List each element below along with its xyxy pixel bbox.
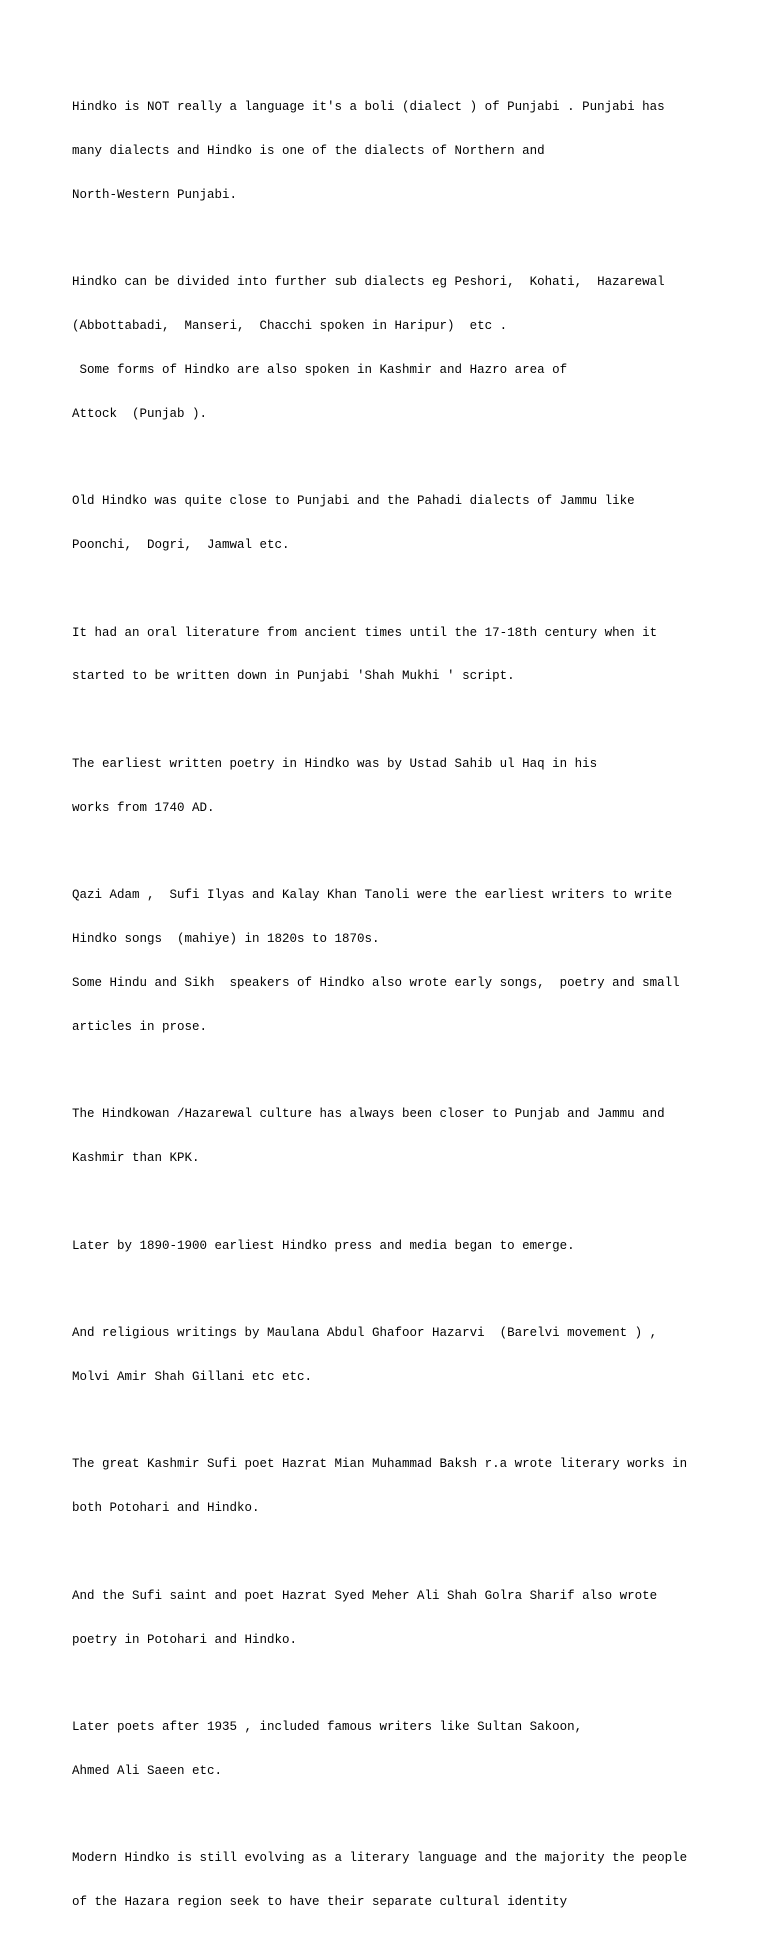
paragraph-hindko-dialect <box>72 71 752 232</box>
paragraph-golra-sharif <box>72 1560 752 1677</box>
paragraph-religious-writings <box>72 1297 752 1414</box>
paragraph-sub-dialects <box>72 246 752 450</box>
paragraph-earliest-writers <box>72 859 752 1063</box>
text-line: The Hindkowan /Hazarewal culture has always been closer to Punjab and Jammu and <box>72 1107 665 1122</box>
text-line: Some forms of Hindko are also spoken in Kashmir and Hazro area of <box>72 362 568 377</box>
text-line: of the Hazara region seek to have their separate cultural identity <box>72 1895 568 1910</box>
paragraph-modern-hindko <box>72 1822 752 1939</box>
text-line: Molvi Amir Shah Gillani etc etc. <box>72 1369 313 1384</box>
text-line: Hindko is NOT really a language it's a boli (dialect ) of Punjabi . Punjabi has <box>72 100 665 115</box>
text-line: Poonchi, Dogri, Jamwal etc. <box>72 538 290 552</box>
paragraph-kashmir-sufi-poet <box>72 1428 752 1545</box>
text-line: The great Kashmir Sufi poet Hazrat Mian Muhammad Baksh r.a wrote literary works in <box>72 1457 688 1472</box>
paragraph-culture <box>72 1078 752 1195</box>
text-line: Hindko can be divided into further sub dialects eg Peshori, Kohati, Hazarewal <box>72 275 665 290</box>
text-line: poetry in Potohari and Hindko. <box>72 1632 298 1647</box>
text-line: Hindko songs (mahiye) in 1820s to 1870s. <box>72 932 380 947</box>
paragraph-earliest-poetry <box>72 728 752 845</box>
text-line: Attock (Punjab ). <box>72 406 208 421</box>
text-line: Ahmed Ali Saeen etc. <box>72 1763 223 1778</box>
text-line: Qazi Adam , Sufi Ilyas and Kalay Khan Tanoli were the earliest writers to write <box>72 888 673 903</box>
text-line: works from 1740 AD. <box>72 800 215 815</box>
document-page <box>72 71 752 1954</box>
text-line: both Potohari and Hindko. <box>72 1501 260 1516</box>
text-line: North-Western Punjabi. <box>72 187 238 202</box>
text-line: Later poets after 1935 , included famous writers like Sultan Sakoon, <box>72 1720 583 1735</box>
text-line: (Abbottabadi, Manseri, Chacchi spoken in Haripur) etc . <box>72 319 508 334</box>
paragraph-later-poets <box>72 1691 752 1808</box>
paragraph-press-media <box>72 1209 752 1282</box>
text-line: many dialects and Hindko is one of the dialects of Northern and <box>72 143 545 158</box>
text-line: Kashmir than KPK. <box>72 1150 200 1165</box>
text-line: It had an oral literature from ancient times until the 17-18th century when it <box>72 625 658 640</box>
text-line: started to be written down in Punjabi 'Shah Mukhi ' script. <box>72 669 515 684</box>
text-line: And the Sufi saint and poet Hazrat Syed Meher Ali Shah Golra Sharif also wrote <box>72 1588 658 1603</box>
text-line: The earliest written poetry in Hindko was by Ustad Sahib ul Haq in his <box>72 756 598 771</box>
paragraph-oral-literature <box>72 596 752 713</box>
paragraph-old-hindko <box>72 465 752 582</box>
text-line: And religious writings by Maulana Abdul Ghafoor Hazarvi (Barelvi movement ) , <box>72 1326 658 1341</box>
text-line: Old Hindko was quite close to Punjabi and the Pahadi dialects of Jammu like <box>72 494 635 509</box>
text-line: Some Hindu and Sikh speakers of Hindko also wrote early songs, poetry and small <box>72 975 680 990</box>
text-line: Modern Hindko is still evolving as a literary language and the majority the people <box>72 1851 688 1866</box>
text-line: articles in prose. <box>72 1019 208 1034</box>
text-line: Later by 1890-1900 earliest Hindko press and media began to emerge. <box>72 1238 575 1253</box>
